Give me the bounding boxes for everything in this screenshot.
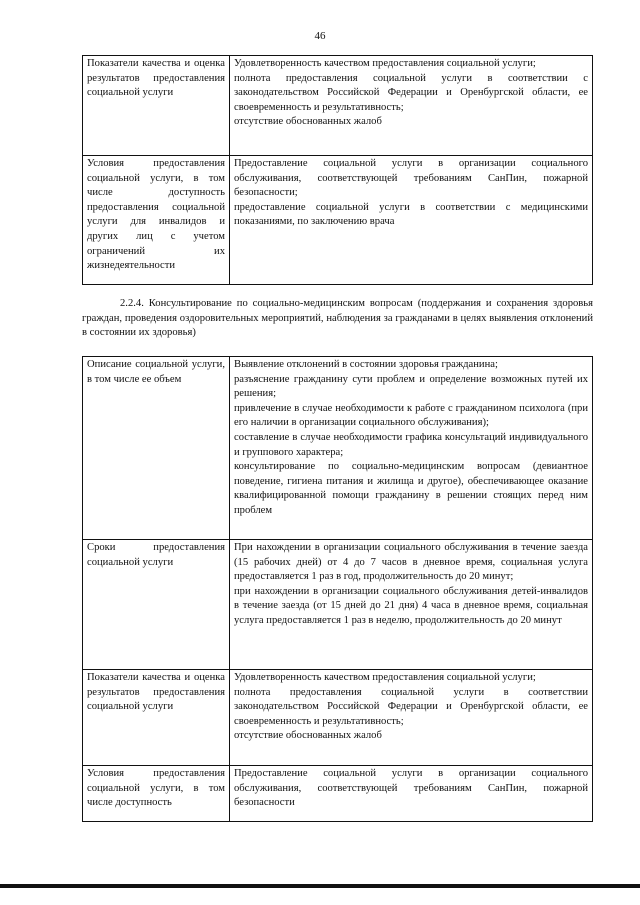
section-heading <box>82 297 593 341</box>
row-content-quality-indicators <box>230 56 593 156</box>
services-table-top <box>82 55 593 285</box>
content-line: полнота предоставления социальной услуги в соответствии законодательством Российской Федерации и Оренбургской области, ее своевременность и результативность; <box>234 686 588 727</box>
content-line: консультирование по социально-медицинским вопросам (девиантное поведение, гигиена питания и жилища и другое), обеспечивающее оказание квалифицированной помощи гражданину в решении стоящих перед ним проблем <box>234 461 588 516</box>
content-line: полнота предоставления социальной услуги в соответствии с законодательством Российской Федерации и Оренбургской области, ее своевременность и результативность; <box>234 72 588 113</box>
content-line: отсутствие обоснованных жалоб <box>234 730 382 742</box>
content-line: При нахождении в организации социального обслуживания в течение заезда (15 рабочих дней) от 4 до 7 часов в дневное время, социальная услуга предоставляется 1 раз в год, продолжительность до 20 минут; <box>234 542 588 583</box>
row-content-provision-conditions <box>230 766 593 822</box>
content-line: предоставление социальной услуги в соответствии с медицинскими показаниями, по заключению врача <box>234 201 588 228</box>
table-row <box>83 670 593 766</box>
table-row <box>83 56 593 156</box>
row-label-provision-conditions: Условия предоставления социальной услуги, в том числе доступность предоставления социальной услуги для инвалидов и других лиц с учетом ограничений их жизнедеятельности <box>83 156 230 285</box>
content-line: Предоставление социальной услуги в организации социального обслуживания, соответствующей требованиям СанПин, пожарной безопасности; <box>234 158 588 199</box>
section-heading-text: 2.2.4. Консультирование по социально-медицинским вопросам (поддержания и сохранения здоровья граждан, проведения оздоровительных мероприятий, наблюдения за гражданами в целях выявления отклонений в состоянии их здоровья) <box>82 298 593 339</box>
row-content-provision-terms <box>230 540 593 670</box>
services-table-consulting <box>82 356 593 822</box>
content-line: при нахождении в организации социального обслуживания детей-инвалидов в течение заезда (от 15 дней до 21 дня) 4 часа в дневное время, социальная услуга предоставляется 1 раз в неделю, продолжительность до 20 минут <box>234 585 588 626</box>
content-line: Выявление отклонений в состоянии здоровья гражданина; <box>234 359 498 370</box>
row-label-quality-indicators: Показатели качества и оценка результатов предоставления социальной услуги <box>83 670 230 766</box>
page-number: 46 <box>314 30 326 42</box>
row-label-service-description: Описание социальной услуги, в том числе ее объем <box>83 357 230 540</box>
row-content-service-description <box>230 357 593 540</box>
table-row <box>83 156 593 285</box>
row-label-provision-conditions: Условия предоставления социальной услуги, в том числе доступность <box>83 766 230 822</box>
content-line: Предоставление социальной услуги в организации социального обслуживания, соответствующей требованиям СанПин, пожарной безопасности <box>234 768 588 809</box>
content-line: Удовлетворенность качеством предоставления социальной услуги; <box>234 672 536 683</box>
table-row <box>83 357 593 540</box>
row-content-provision-conditions <box>230 156 593 285</box>
footer-rule <box>0 884 640 888</box>
content-line: составление в случае необходимости графика консультаций индивидуального и группового характера; <box>234 431 588 458</box>
content-line: разъяснение гражданину сути проблем и определение возможных путей их решения; <box>234 373 588 400</box>
table-row <box>83 766 593 822</box>
table-row <box>83 540 593 670</box>
content-line: отсутствие обоснованных жалоб <box>234 116 382 128</box>
content-line: Удовлетворенность качеством предоставления социальной услуги; <box>234 58 536 69</box>
row-label-quality-indicators: Показатели качества и оценка результатов предоставления социальной услуги <box>83 56 230 156</box>
row-content-quality-indicators <box>230 670 593 766</box>
content-line: привлечение в случае необходимости к работе с гражданином психолога (при его наличии в организации социального обслуживания); <box>234 402 588 429</box>
row-label-provision-terms: Сроки предоставления социальной услуги <box>83 540 230 670</box>
